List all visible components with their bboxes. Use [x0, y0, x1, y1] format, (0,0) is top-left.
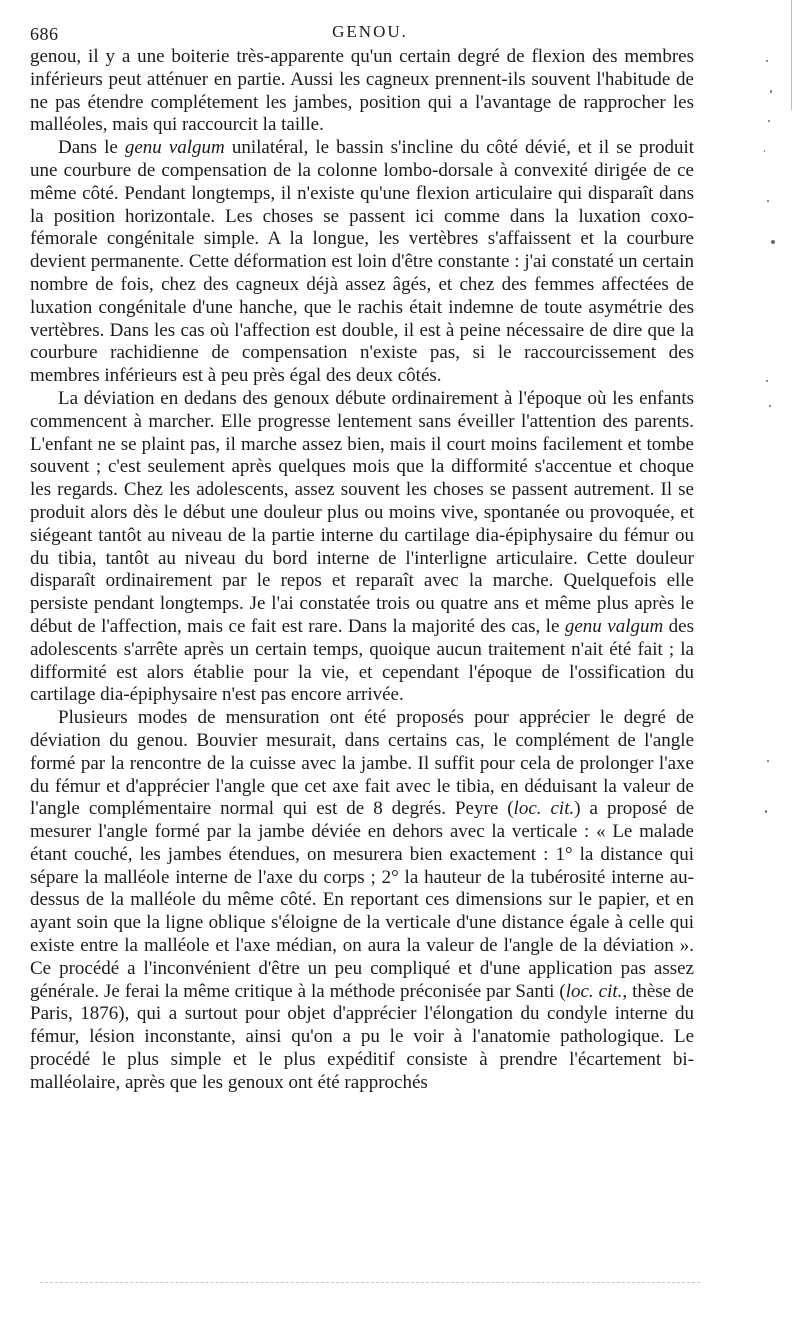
- running-title: GENOU.: [332, 22, 408, 41]
- italic-term: genu valgum: [124, 137, 225, 159]
- text-run: des adolescents s'arrête après un certain temps, quoique aucun traitement n'ait été fait ; la difformité est alors établie pour la vie, et cependant l'époque de l'ossification du cartilage dia-épiphysaire n'est pas encore arrivée.: [30, 615, 694, 706]
- margin-specks: [752, 40, 782, 1040]
- italic-term: loc. cit.: [565, 980, 623, 1002]
- italic-term: genu valgum: [564, 615, 664, 637]
- text-run: , thèse de Paris, 1876), qui a surtout pour objet d'apprécier l'élongation du condyle interne du fémur, lésion inconstante, ainsi qu'on a pu le voir à l'anatomie pathologique. Le procédé le plus simple et le plus expéditif consiste à prendre l'écartement bi-malléolaire, après que les genoux ont été rapprochés: [30, 980, 694, 1093]
- page-number: 686: [30, 24, 59, 44]
- text-run: Plusieurs modes de mensuration ont été proposés pour apprécier le degré de déviation du genou. Bouvier mesurait, dans certains cas, le complément de l'angle formé par la rencontre de la cuisse avec la jambe. Il suffit pour cela de prolonger l'axe du fémur et d'apprécier l'angle que cet axe fait avec le tibia, en déduisant la valeur de l'angle complémentaire normal qui est de 8 degrés. Peyre (: [30, 707, 694, 820]
- paragraph: [30, 707, 694, 1095]
- italic-term: loc. cit.: [513, 798, 575, 820]
- footer-scan-noise: [40, 1282, 700, 1285]
- body-text: [30, 46, 694, 1095]
- paragraph: [30, 46, 694, 137]
- paragraph: [30, 137, 694, 388]
- page-header: [30, 18, 710, 48]
- text-run: genou, il y a une boiterie très-apparente qu'un certain degré de flexion des membres inférieurs peut atténuer en partie. Aussi les cagneux prennent-ils souvent l'habitude de ne pas étendre complétement les jambes, position qui a l'avantage de rapprocher les malléoles, mais qui raccourcit la taille.: [30, 46, 694, 136]
- text-run: unilatéral, le bassin s'incline du côté dévié, et il se produit une courbure de compensation de la colonne lombo-dorsale à convexité dirigée de ce même côté. Pendant longtemps, il n'existe qu'une flexion articulaire qui disparaît dans la position horizontale. Les choses se passent ici comme dans la luxation coxo-fémorale congénitale simple. A la longue, les vertèbres s'affaissent et la courbure devient permanente. Cette déformation est loin d'être constante : j'ai constaté un certain nombre de fois, chez des cagneux déjà assez âgés, et chez des femmes affectées de luxation congénitale d'une hanche, que le rachis était indemne de toute asymétrie des vertèbres. Dans les cas où l'affection est double, il est à peine nécessaire de dire que la courbure rachidienne de compensation n'existe pas, si le raccourcissement des membres inférieurs est à peu près égal des deux côtés.: [30, 137, 695, 387]
- text-run: ) a proposé de mesurer l'angle formé par la jambe déviée en dehors avec la verticale : « Le malade étant couché, les jambes étendues, on mesurera bien exactement : 1° la distance qui sépare la malléole interne de l'axe du corps ; 2° la hauteur de la tubérosité interne au-dessus de la malléole du même côté. En reportant ces dimensions sur le papier, et en ayant soin que la ligne oblique s'éloigne de la verticale d'une distance égale à celle qui existe entre la malléole et l'axe médian, on aura la valeur de l'angle de la déviation ». Ce procédé a l'inconvénient d'être un peu compliqué et d'une application pas assez générale. Je ferai la même critique à la méthode préconisée par Santi (: [30, 798, 694, 1002]
- text-run: Dans le: [58, 137, 125, 159]
- text-run: La déviation en dedans des genoux débute ordinairement à l'époque où les enfants commencent à marcher. Elle progresse lentement sans éveiller l'attention des parents. L'enfant ne se plaint pas, il marche assez bien, mais il court moins facilement et tombe souvent ; c'est seulement après quelques mois que la difformité s'accentue et choque les regards. Chez les adolescents, assez souvent les choses se passent autrement. Il se produit alors dès le début une douleur plus ou moins vive, spontanée ou provoquée, et siégeant tantôt au niveau de la partie interne du cartilage dia-épiphysaire du fémur ou du tibia, tantôt au niveau du bord interne de l'interligne articulaire. Cette douleur disparaît ordinairement par le repos et reparaît avec la marche. Quelquefois elle persiste pendant longtemps. Je l'ai constatée trois ou quatre ans et même plus après le début de l'affection, mais ce fait est rare. Dans la majorité des cas, le: [30, 387, 694, 637]
- paragraph: [30, 388, 694, 707]
- page-edge-rule: [791, 0, 792, 110]
